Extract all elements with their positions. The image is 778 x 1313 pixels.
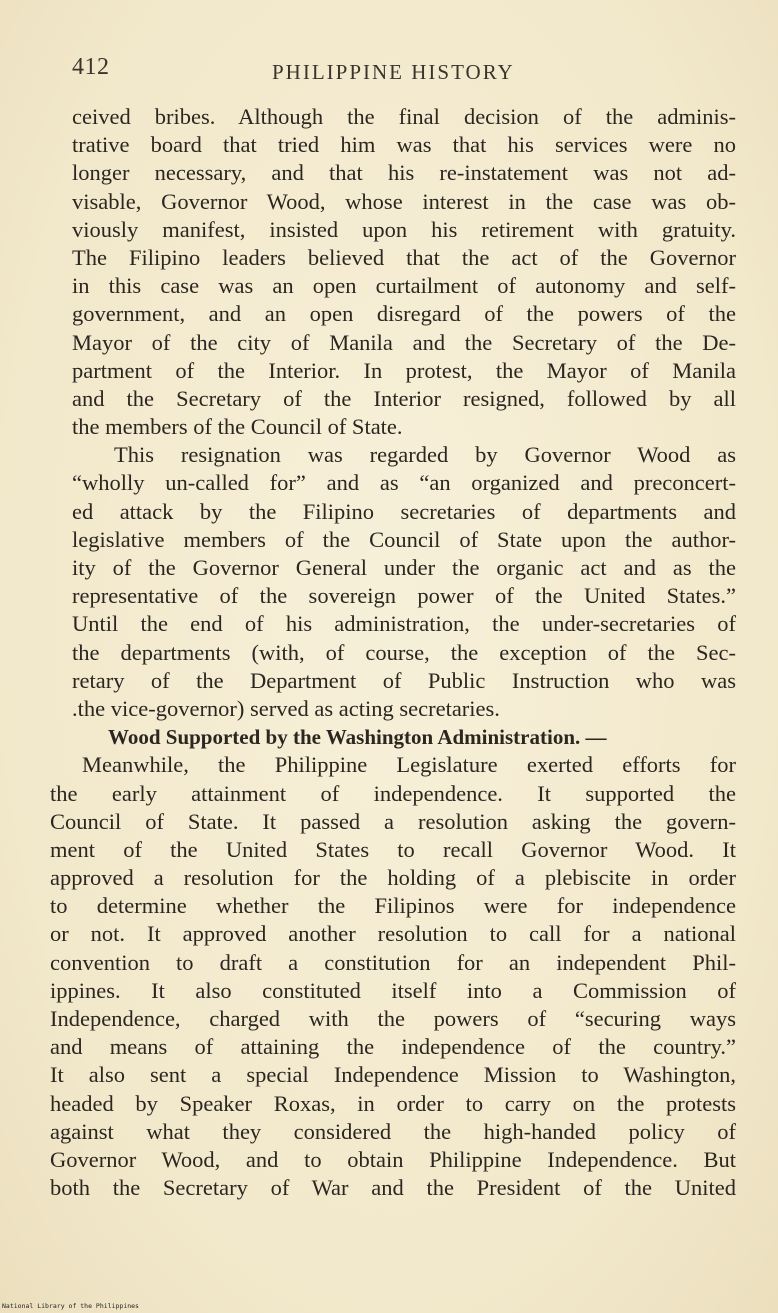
text-line: partment of the Interior. In protest, the Mayor of Manila [72,357,736,383]
section-heading: Wood Supported by the Washington Administration. — [108,725,607,750]
text-line: the early attainment of independence. It supported the [50,780,736,806]
text-line: Mayor of the city of Manila and the Secretary of the De- [72,329,736,355]
text-line: Council of State. It passed a resolution asking the govern- [50,808,736,834]
text-line: representative of the sovereign power of the United States.” [72,583,736,609]
text-line: The Filipino leaders believed that the act of the Governor [72,244,736,270]
text-line: or not. It approved another resolution to call for a national [50,921,736,947]
paragraph-2 [50,441,736,723]
text-line: approved a resolution for the holding of a plebiscite in order [50,865,736,891]
text-line: convention to draft a constitution for an independent Phil- [50,949,736,975]
text-line: to determine whether the Filipinos were for independence [50,893,736,919]
running-head [72,54,732,88]
text-line: visable, Governor Wood, whose interest in the case was ob- [72,188,736,214]
text-line: the departments (with, of course, the exception of the Sec- [72,639,736,665]
paragraph-1 [50,103,736,441]
text-line: Governor Wood, and to obtain Philippine Independence. But [50,1146,736,1172]
text-line: viously manifest, insisted upon his retirement with gratuity. [72,216,736,242]
paragraph-3 [50,723,736,1202]
text-line: .the vice-governor) served as acting secretaries. [72,695,500,721]
text-line: and means of attaining the independence of the country.” [50,1034,736,1060]
text-line: ippines. It also constituted itself into a Commission of [50,977,736,1003]
text-line: headed by Speaker Roxas, in order to carry on the protests [50,1090,736,1116]
text-line: retary of the Department of Public Instruction who was [72,667,736,693]
text-line: Until the end of his administration, the under-secretaries of [72,611,736,637]
text-line: longer necessary, and that his re-instatement was not ad- [72,160,736,186]
text-line: trative board that tried him was that his services were no [72,132,736,158]
text-line: against what they considered the high-handed policy of [50,1118,736,1144]
text-line: It also sent a special Independence Mission to Washington, [50,1062,736,1088]
text-line: ceived bribes. Although the final decision of the adminis- [72,104,736,129]
text-line: Meanwhile, the Philippine Legislature exerted efforts for [82,752,736,778]
text-line: “wholly un-called for” and as “an organized and preconcert- [72,470,736,496]
text-line: Independence, charged with the powers of “securing ways [50,1006,736,1031]
body-text [50,103,736,1202]
running-title: PHILIPPINE HISTORY [272,60,515,84]
text-line: This resignation was regarded by Governor Wood as [114,442,736,468]
scan-credit: National Library of the Philippines [2,1302,139,1310]
text-line: and the Secretary of the Interior resigned, followed by all [72,385,736,411]
text-line: in this case was an open curtailment of autonomy and self- [72,273,736,299]
text-line: government, and an open disregard of the powers of the [72,301,736,327]
text-line: the members of the Council of State. [72,414,403,440]
text-line: both the Secretary of War and the President of the United [50,1175,736,1201]
text-line: ment of the United States to recall Governor Wood. It [50,836,736,862]
text-line: legislative members of the Council of State upon the author- [72,526,736,552]
text-line: ed attack by the Filipino secretaries of departments and [72,498,736,524]
page-number: 412 [72,54,110,80]
text-line: ity of the Governor General under the organic act and as the [72,555,736,580]
